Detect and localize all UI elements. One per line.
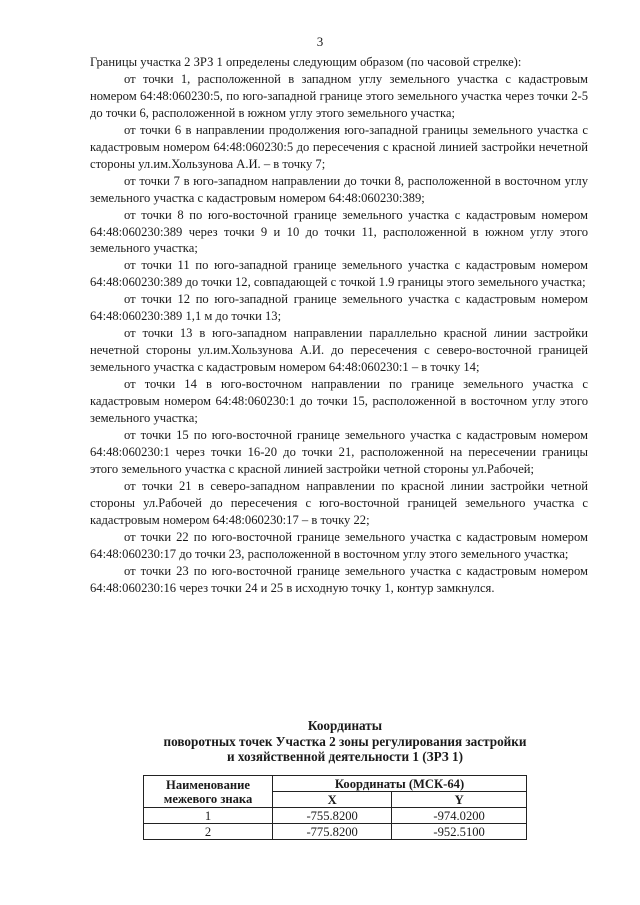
paragraph: от точки 1, расположенной в западном углу земельного участка с кадастровым номером 64:48:060230:5, по юго-западной границе этого земельного участка через точки 2-5 до точки 6, расположенной в южном углу этого земельного участка; [90, 71, 588, 120]
paragraph: от точки 13 в юго-западном направлении параллельно красной линии застройки нечетной стороны ул.им.Хользунова А.И. до пересечения с северо-восточной границей земельного участка с кадастровым номером 64:48:060230:1 – в точку 14; [90, 326, 588, 375]
coordinates-table [143, 775, 527, 840]
cell-x: -755.8200 [273, 808, 392, 824]
cell-name: 1 [144, 808, 273, 824]
paragraph: от точки 21 в северо-западном направлении по красной линии застройки четной стороны ул.Рабочей до пересечения с юго-восточной границей земельного участка с кадастровым номером 64:48:060230:17 – в точку 22; [90, 478, 588, 527]
header-marker-name: Наименование межевого знака [144, 776, 273, 808]
paragraph: от точки 7 в юго-западном направлении до точки 8, расположенной в восточном углу земельного участка с кадастровым номером 64:48:060230:389; [90, 173, 588, 205]
caption-line: Координаты [307, 718, 383, 733]
paragraph: от точки 8 по юго-восточной границе земельного участка с кадастровым номером 64:48:060230:389 через точки 9 и 10 до точки 11, расположенной в южном углу этого земельного участка; [90, 207, 588, 256]
paragraph: от точки 22 по юго-восточной границе земельного участка с кадастровым номером 64:48:060230:17 до точки 23, расположенной в восточном углу этого земельного участка; [90, 529, 588, 561]
paragraph: от точки 15 по юго-восточной границе земельного участка с кадастровым номером 64:48:060230:1 через точки 16-20 до точки 21, расположенной на пересечении границы этого земельного участка с красной линией застройки четной стороны ул.Рабочей; [90, 427, 588, 476]
table-row [144, 808, 527, 824]
paragraph: Границы участка 2 ЗРЗ 1 определены следующим образом (по часовой стрелке): [90, 55, 522, 69]
body-text [90, 54, 588, 597]
cell-x: -775.8200 [273, 824, 392, 840]
header-x: X [273, 792, 392, 808]
caption-line: поворотных точек Участка 2 зоны регулирования застройки [163, 733, 527, 749]
cell-y: -974.0200 [392, 808, 527, 824]
page-number: 3 [316, 34, 324, 49]
caption-line: и хозяйственной деятельности 1 (ЗРЗ 1) [226, 749, 464, 765]
paragraph: от точки 6 в направлении продолжения юго-западной границы земельного участка с кадастровым номером 64:48:060230:5 до пересечения с красной линией застройки нечетной стороны ул.им.Хользунова А.И. – в точку 7; [90, 122, 588, 171]
table-caption [0, 718, 640, 765]
paragraph: от точки 12 по юго-западной границе земельного участка с кадастровым номером 64:48:060230:389 1,1 м до точки 13; [90, 292, 588, 324]
paragraph: от точки 11 по юго-западной границе земельного участка с кадастровым номером 64:48:060230:389 до точки 12, совпадающей с точкой 1.9 границы этого земельного участка; [90, 258, 588, 290]
cell-y: -952.5100 [392, 824, 527, 840]
paragraph: от точки 14 в юго-восточном направлении по границе земельного участка с кадастровым номером 64:48:060230:1 до точки 15, расположенной в восточном углу этого земельного участка; [90, 377, 588, 426]
table-header-row [144, 776, 527, 792]
header-y: Y [392, 792, 527, 808]
table-row [144, 824, 527, 840]
cell-name: 2 [144, 824, 273, 840]
paragraph: от точки 23 по юго-восточной границе земельного участка с кадастровым номером 64:48:060230:16 через точки 24 и 25 в исходную точку 1, контур замкнулся. [90, 563, 588, 595]
header-coordinates: Координаты (МСК-64) [273, 776, 527, 792]
